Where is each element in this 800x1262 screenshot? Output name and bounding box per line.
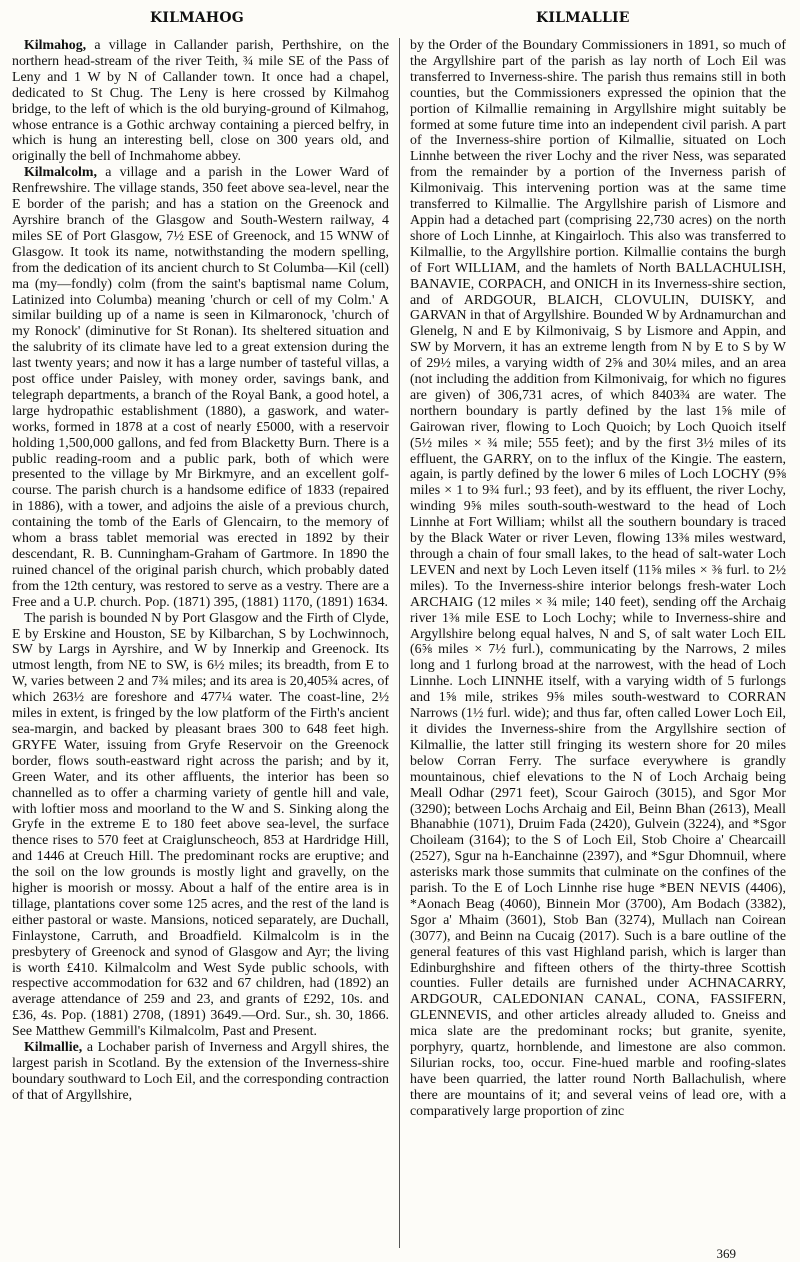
entry-text: by the Order of the Boundary Commissioners in 1891, so much of the Argyllshire part of the parish as lay north of Loch Eil was transferred to Inverness-shire. The parish thus remains still in both counties, but the Commissioners expressed the opinion that the portion of Kilmallie remaining in Argyllshire might suitably be formed at some future time into an independent civil parish. A part of the Inverness-shire portion of Kilmallie, situated on Loch Linnhe between the river Lochy and the river Ness, was separated from the remainder by a portion of the Inverness parish of Kilmonivaig. This intervening portion was at the same time transferred to Kilmallie. The Argyllshire parish of Lismore and Appin had a detached part (comprising 22,730 acres) on the north shore of Loch Linnhe, at Kingairloch. This also was transferred to Kilmallie, to the Argyllshire portion. Kilmallie contains the burgh of Fort WILLIAM, and the hamlets of North BALLACHULISH, BANAVIE, CORPACH, and ONICH in its Inverness-shire section, and of ARDGOUR, BLAICH, CLOVULIN, DUISKY, and GARVAN in that of Argyllshire. Bounded W by Ardnamurchan and Glenelg, N and E by Kilmonivaig, S by Lismore and Appin, and SW by Morvern, it has an extreme length from N by E to S by W of 29½ miles, a varying width of 2⅝ and 30¼ miles, and an area (not including the addition from Kilmonivaig, for which no figures are given) of 306,731 acres, of which 8403¾ are water. The northern boundary is partly defined by the last 1⅝ mile of Gairowan river, flowing to Loch Quoich; by Loch Quoich itself (5½ miles × ¾ mile; 555 feet); and by the first 3½ miles of its effluent, the GARRY, on to the influx of the Kingie. The eastern, again, is partly defined by the lower 6 miles of Loch LOCHY (9⅝ miles × 1 to 9¾ furl.; 93 feet), and by its effluent, the river Lochy, winding 9⅝ miles south-south-westward to the head of Loch Linnhe at Fort William; whilst all the southern boundary is traced by the Black Water or river Leven, flowing 13⅜ miles westward, through a chain of four small lakes, to the head of salt-water Loch LEVEN and next by Loch Leven itself (11⅝ miles × ⅜ furl. to 2½ miles). To the Inverness-shire interior belongs fresh-water Loch ARCHAIG (12 miles × ¾ mile; 140 feet), sending off the Archaig river 1⅜ mile ESE to Loch Lochy; while to Inverness-shire and Argyllshire belong equal halves, N and S, of salt water Loch EIL (6⅝ miles × 7½ furl.), communicating by the Narrows, 2 miles long and 1 furlong broad at the narrowest, with the head of Loch Linnhe. Loch LINNHE itself, with a varying width of 5 furlongs and 1⅝ mile, strikes 9⅝ miles south-westward to CORRAN Narrows (1½ furl. wide); and thus far, often called Lower Loch Eil, it divides the Inverness-shire from the Argyllshire section of Kilmallie, the latter still fringing its western shore for 20 miles below Corran Ferry. The surface everywhere is grandly mountainous, chief elevations to the N of Loch Archaig being Meall Odhar (2971 feet), Scour Gairoch (3015), and Sgor Mor (3290); between Lochs Archaig and Eil, Beinn Bhan (2613), Meall Bhanabhie (1071), Druim Fada (2420), Gulvein (3224), and *Sgor Choileam (3164); to the S of Loch Eil, Stob Choire a' Chearcaill (2527), Sgur na h-Eanchainne (2397), and *Sgur Dhomnuil, where asterisks mark those summits that culminate on the confines of the parish. To the E of Loch Linnhe rise huge *BEN NEVIS (4406), *Aonach Beag (4060), Binnein Mor (3700), Am Bodach (3382), Sgor a' Mhaim (3601), Stob Ban (3274), Mullach nan Coirean (3077), and Beinn na Cucaig (2017). Such is a bare outline of the general features of this vast Highland parish, which is larger than Edinburghshire and fifteen others of the thirty-three Scottish counties. Fuller details are furnished under ACHNACARRY, ARDGOUR, CALEDONIAN CANAL, CONA, FASSIFERN, GLENNEVIS, and other articles already alluded to. Gneiss and mica slate are the predominant rocks; but granite, syenite, porphyry, quartz, hornblende, and limestone are also common. Silurian rocks, too, occur. Fine-hued marble and roofing-slates have been quarried, the latter round North Ballachulish, where there are mountains of it; and several veins of lead ore, with a comparatively large proportion of zinc <box>410 38 786 1119</box>
running-head-left: KILMAHOG <box>150 10 244 26</box>
entry-kilmallie-continued <box>410 38 786 1120</box>
column-divider <box>399 38 400 1248</box>
right-column <box>410 38 786 1250</box>
entry-kilmahog <box>12 38 389 165</box>
headword: Kilmalcolm, <box>24 165 97 181</box>
headword: Kilmahog, <box>24 38 87 53</box>
entry-kilmalcolm-parish <box>12 611 389 1040</box>
entry-text: a village and a parish in the Lower Ward of Renfrewshire. The village stands, 350 feet above sea-level, near the E border of the parish; and has a station on the Greenock and Ayrshire branch of the Glasgow and South-Western railway, 4 miles SE of Port Glasgow, 7½ ESE of Greenock, and 15 WNW of Glasgow. It took its name, notwithstanding the modern spelling, from the dedication of its ancient church to St Columba—Kil (cell) ma (my—fondly) colm (from the saint's baptismal name Colum, Latinized into Columba) meaning 'church or cell of my Colm.' A similar building up of a name is seen in Kilmaronock, 'church of my Ronock' (diminutive for St Ronan). Its sheltered situation and the salubrity of its climate have led to a great extension during the last twenty years; and now it has a large number of tasteful villas, a post office under Paisley, with money order, savings bank, and telegraph departments, a branch of the Royal Bank, a good hotel, a large hydropathic establishment (1880), a gaswork, and water-works, formed in 1878 at a cost of nearly £5000, with a reservoir holding 1,500,000 gallons, and fed from Blacketty Burn. There is a public reading-room and a public park, both of which were presented to the village by Mr Birkmyre, and an excellent golf-course. The parish church is a handsome edifice of 1833 (repaired in 1886), with a tower, and adjoins the aisle of a previous church, containing the tomb of the Earls of Glencairn, to the memory of whom a brass tablet memorial was erected in 1892 by their descendant, R. B. Cunningham-Graham of Gartmore. In 1890 the ruined chancel of the original parish church, which probably dated from the 12th century, was restored to serve as a vestry. There are a Free and a U.P. church. Pop. (1871) 395, (1881) 1170, (1891) 1634. <box>12 165 389 610</box>
headword: Kilmallie, <box>24 1040 83 1056</box>
page-number: 369 <box>716 1246 736 1261</box>
entry-text: The parish is bounded N by Port Glasgow and the Firth of Clyde, E by Erskine and Houston, SE by Kilbarchan, S by Lochwinnoch, SW by Largs in Ayrshire, and W by Innerkip and Greenock. Its utmost length, from NE to SW, is 6½ miles; its breadth, from E to W, varies between 2 and 7¾ miles; and its area is 20,405¾ acres, of which 263½ are foreshore and 477¼ water. The coast-line, 2½ miles in extent, is fringed by the low platform of the Firth's ancient sea-margin, and backed by pleasant braes 300 to 648 feet high. GRYFE Water, issuing from Gryfe Reservoir on the Greenock border, flows south-eastward right across the parish; and by it, Green Water, and its other affluents, the interior has been so channelled as to offer a charming variety of gentle hill and vale, with loftier moss and moorland to the W and S. Sinking along the Gryfe in the extreme E to 180 feet above sea-level, the surface thence rises to 570 feet at Craiglunscheoch, 853 at Hardridge Hill, and 1446 at Creuch Hill. The predominant rocks are eruptive; and the soil on the low grounds is mostly light and gravelly, on the higher is moorish or mossy. About a half of the entire area is in tillage, plantations cover some 125 acres, and the rest of the land is either pastoral or waste. Mansions, noticed separately, are Duchall, Finlaystone, Carruth, and Broadfield. Kilmalcolm is in the presbytery of Greenock and synod of Glasgow and Ayr; the living is worth £410. Kilmalcolm and West Syde public schools, with respective accommodation for 632 and 67 children, had (1892) an average attendance of 259 and 23, and grants of £292, 10s. and £36, 4s. Pop. (1881) 2708, (1891) 3649.—Ord. Sur., sh. 30, 1866. See Matthew Gemmill's Kilmalcolm, Past and Present. <box>12 610 389 1040</box>
entry-kilmalcolm <box>12 165 389 610</box>
left-column <box>12 38 389 1250</box>
entry-kilmallie <box>12 1040 389 1104</box>
running-head-right: KILMALLIE <box>536 10 630 26</box>
entry-text: a Lochaber parish of Inverness and Argyll shires, the largest parish in Scotland. By the extension of the Inverness-shire boundary southward to Loch Eil, and the corresponding contraction of that of Argyllshire, <box>12 1040 389 1103</box>
entry-text: a village in Callander parish, Perthshire, on the northern head-stream of the river Teith, ¾ mile SE of the Pass of Leny and 1 W by N of Callander town. It once had a chapel, dedicated to St Chug. The Leny is here crossed by Kilmahog bridge, to the left of which is the old burying-ground of Kilmahog, whose entrance is a Gothic archway containing a pierced belfry, in which is hung an interesting bell, close on 300 years old, and originally the bell of Inchmahome abbey. <box>12 38 389 165</box>
